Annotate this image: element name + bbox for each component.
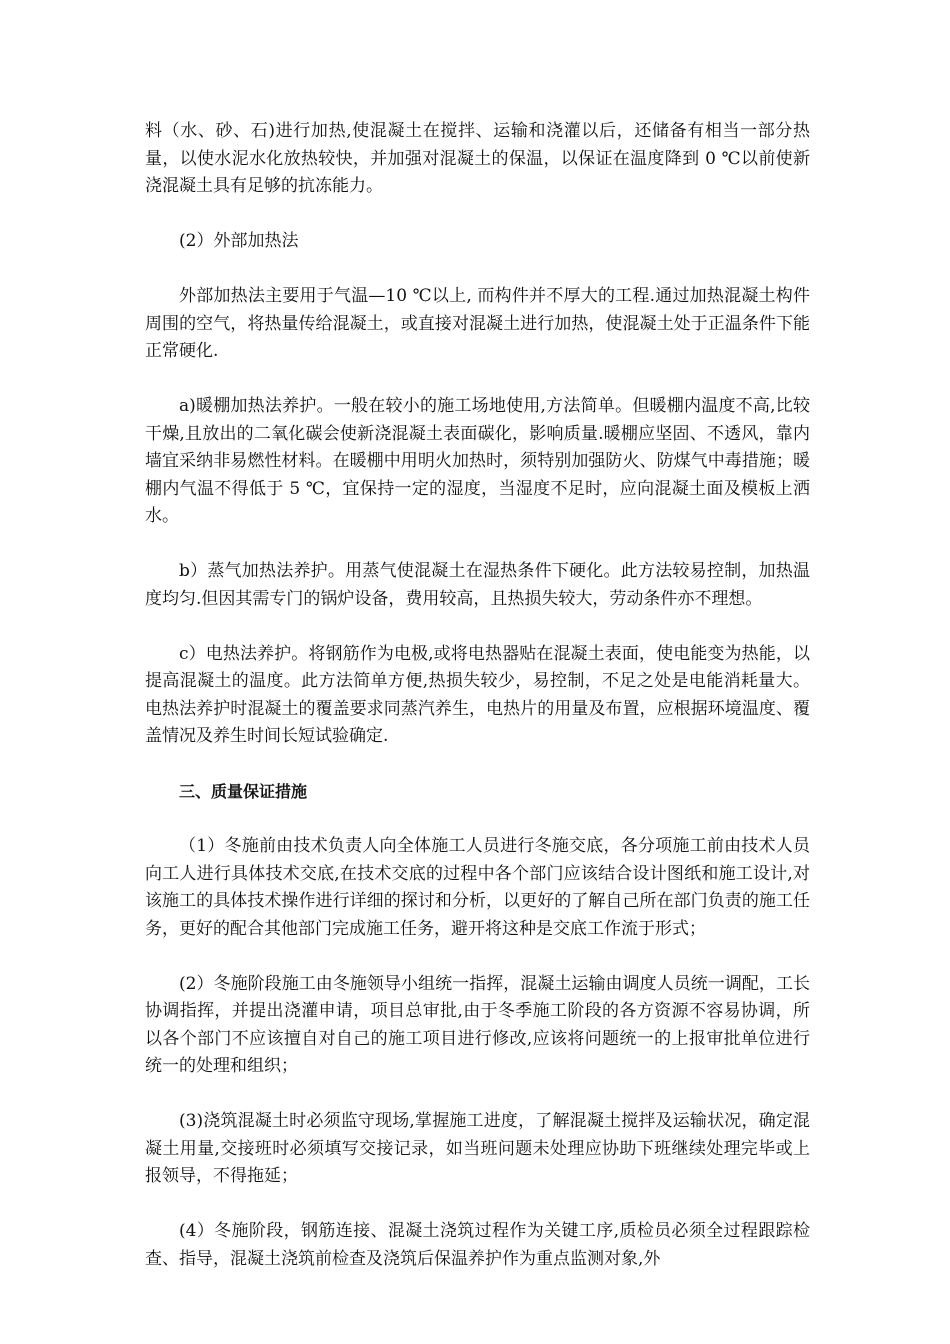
paragraph-quality-4: (4）冬施阶段，钢筋连接、混凝土浇筑过程作为关键工序,质检员必须全过程跟踪检查、指导，混凝土浇筑前检查及浇筑后保温养护作为重点监测对象,外 [145,1221,810,1269]
paragraph-continuation: 料（水、砂、石)进行加热,使混凝土在搅拌、运输和浇灌以后，还储备有相当一部分热量，以使水泥水化放热较快，并加强对混凝土的保温，以保证在温度降到 0 ℃以前使新浇混凝土具有足够的抗冻能力。 [145,121,810,196]
paragraph-greenhouse-curing: a)暖棚加热法养护。一般在较小的施工场地使用,方法简单。但暖棚内温度不高,比较干燥,且放出的二氧化碳会使新浇混凝土表面碳化，影响质量.暖棚应坚固、不透风，靠内墙宜采纳非易燃性材料。在暖棚中用明火加热时，须特别加强防火、防煤气中毒措施；暖棚内气温不得低于 5 ℃，宜保持一定的湿度，当湿度不足时，应向混凝土面及模板上洒水。 [145,396,810,526]
section-heading-quality: 三、质量保证措施 [179,782,308,801]
subheading-external-heating: (2）外部加热法 [179,231,299,251]
paragraph-quality-2: (2）冬施阶段施工由冬施领导小组统一指挥，混凝土运输由调度人员统一调配，工长协调指挥，并提出浇灌申请，项目总审批,由于冬季施工阶段的各方资源不容易协调，所以各个部门不应该擅自对自己的施工项目进行修改,应该将问题统一的上报审批单位进行统一的处理和组织； [145,973,810,1076]
paragraph-quality-3: (3)浇筑混凝土时必须监守现场,掌握施工进度，了解混凝土搅拌及运输状况，确定混凝土用量,交接班时必须填写交接记录，如当班问题未处理应协助下班继续处理完毕或上报领导，不得拖延； [145,1111,810,1186]
paragraph-electric-curing: c）电热法养护。将钢筋作为电极,或将电热器贴在混凝土表面，使电能变为热能，以提高混凝土的温度。此方法简单方便,热损失较少，易控制，不足之处是电能消耗量大。电热法养护时混凝土的覆盖要求同蒸汽养生，电热片的用量及布置，应根据环境温度、覆盖情况及养生时间长短试验确定. [145,643,810,746]
document-body [145,118,810,1301]
paragraph-steam-curing: b）蒸气加热法养护。用蒸气使混凝土在湿热条件下硬化。此方法较易控制，加热温度均匀.但因其需专门的锅炉设备，费用较高，且热损失较大，劳动条件亦不理想。 [145,561,810,609]
paragraph-quality-1: （1）冬施前由技术负责人向全体施工人员进行冬施交底，各分项施工前由技术人员向工人进行具体技术交底,在技术交底的过程中各个部门应该结合设计图纸和施工设计,对该施工的具体技术操作进行详细的探讨和分析，以更好的了解自己所在部门负责的施工任务，更好的配合其他部门完成施工任务，避开将这种是交底工作流于形式； [145,836,810,939]
paragraph-external-heating: 外部加热法主要用于气温—10 ℃以上, 而构件并不厚大的工程.通过加热混凝土构件周围的空气，将热量传给混凝土，或直接对混凝土进行加热，使混凝土处于正温条件下能正常硬化. [145,286,810,361]
